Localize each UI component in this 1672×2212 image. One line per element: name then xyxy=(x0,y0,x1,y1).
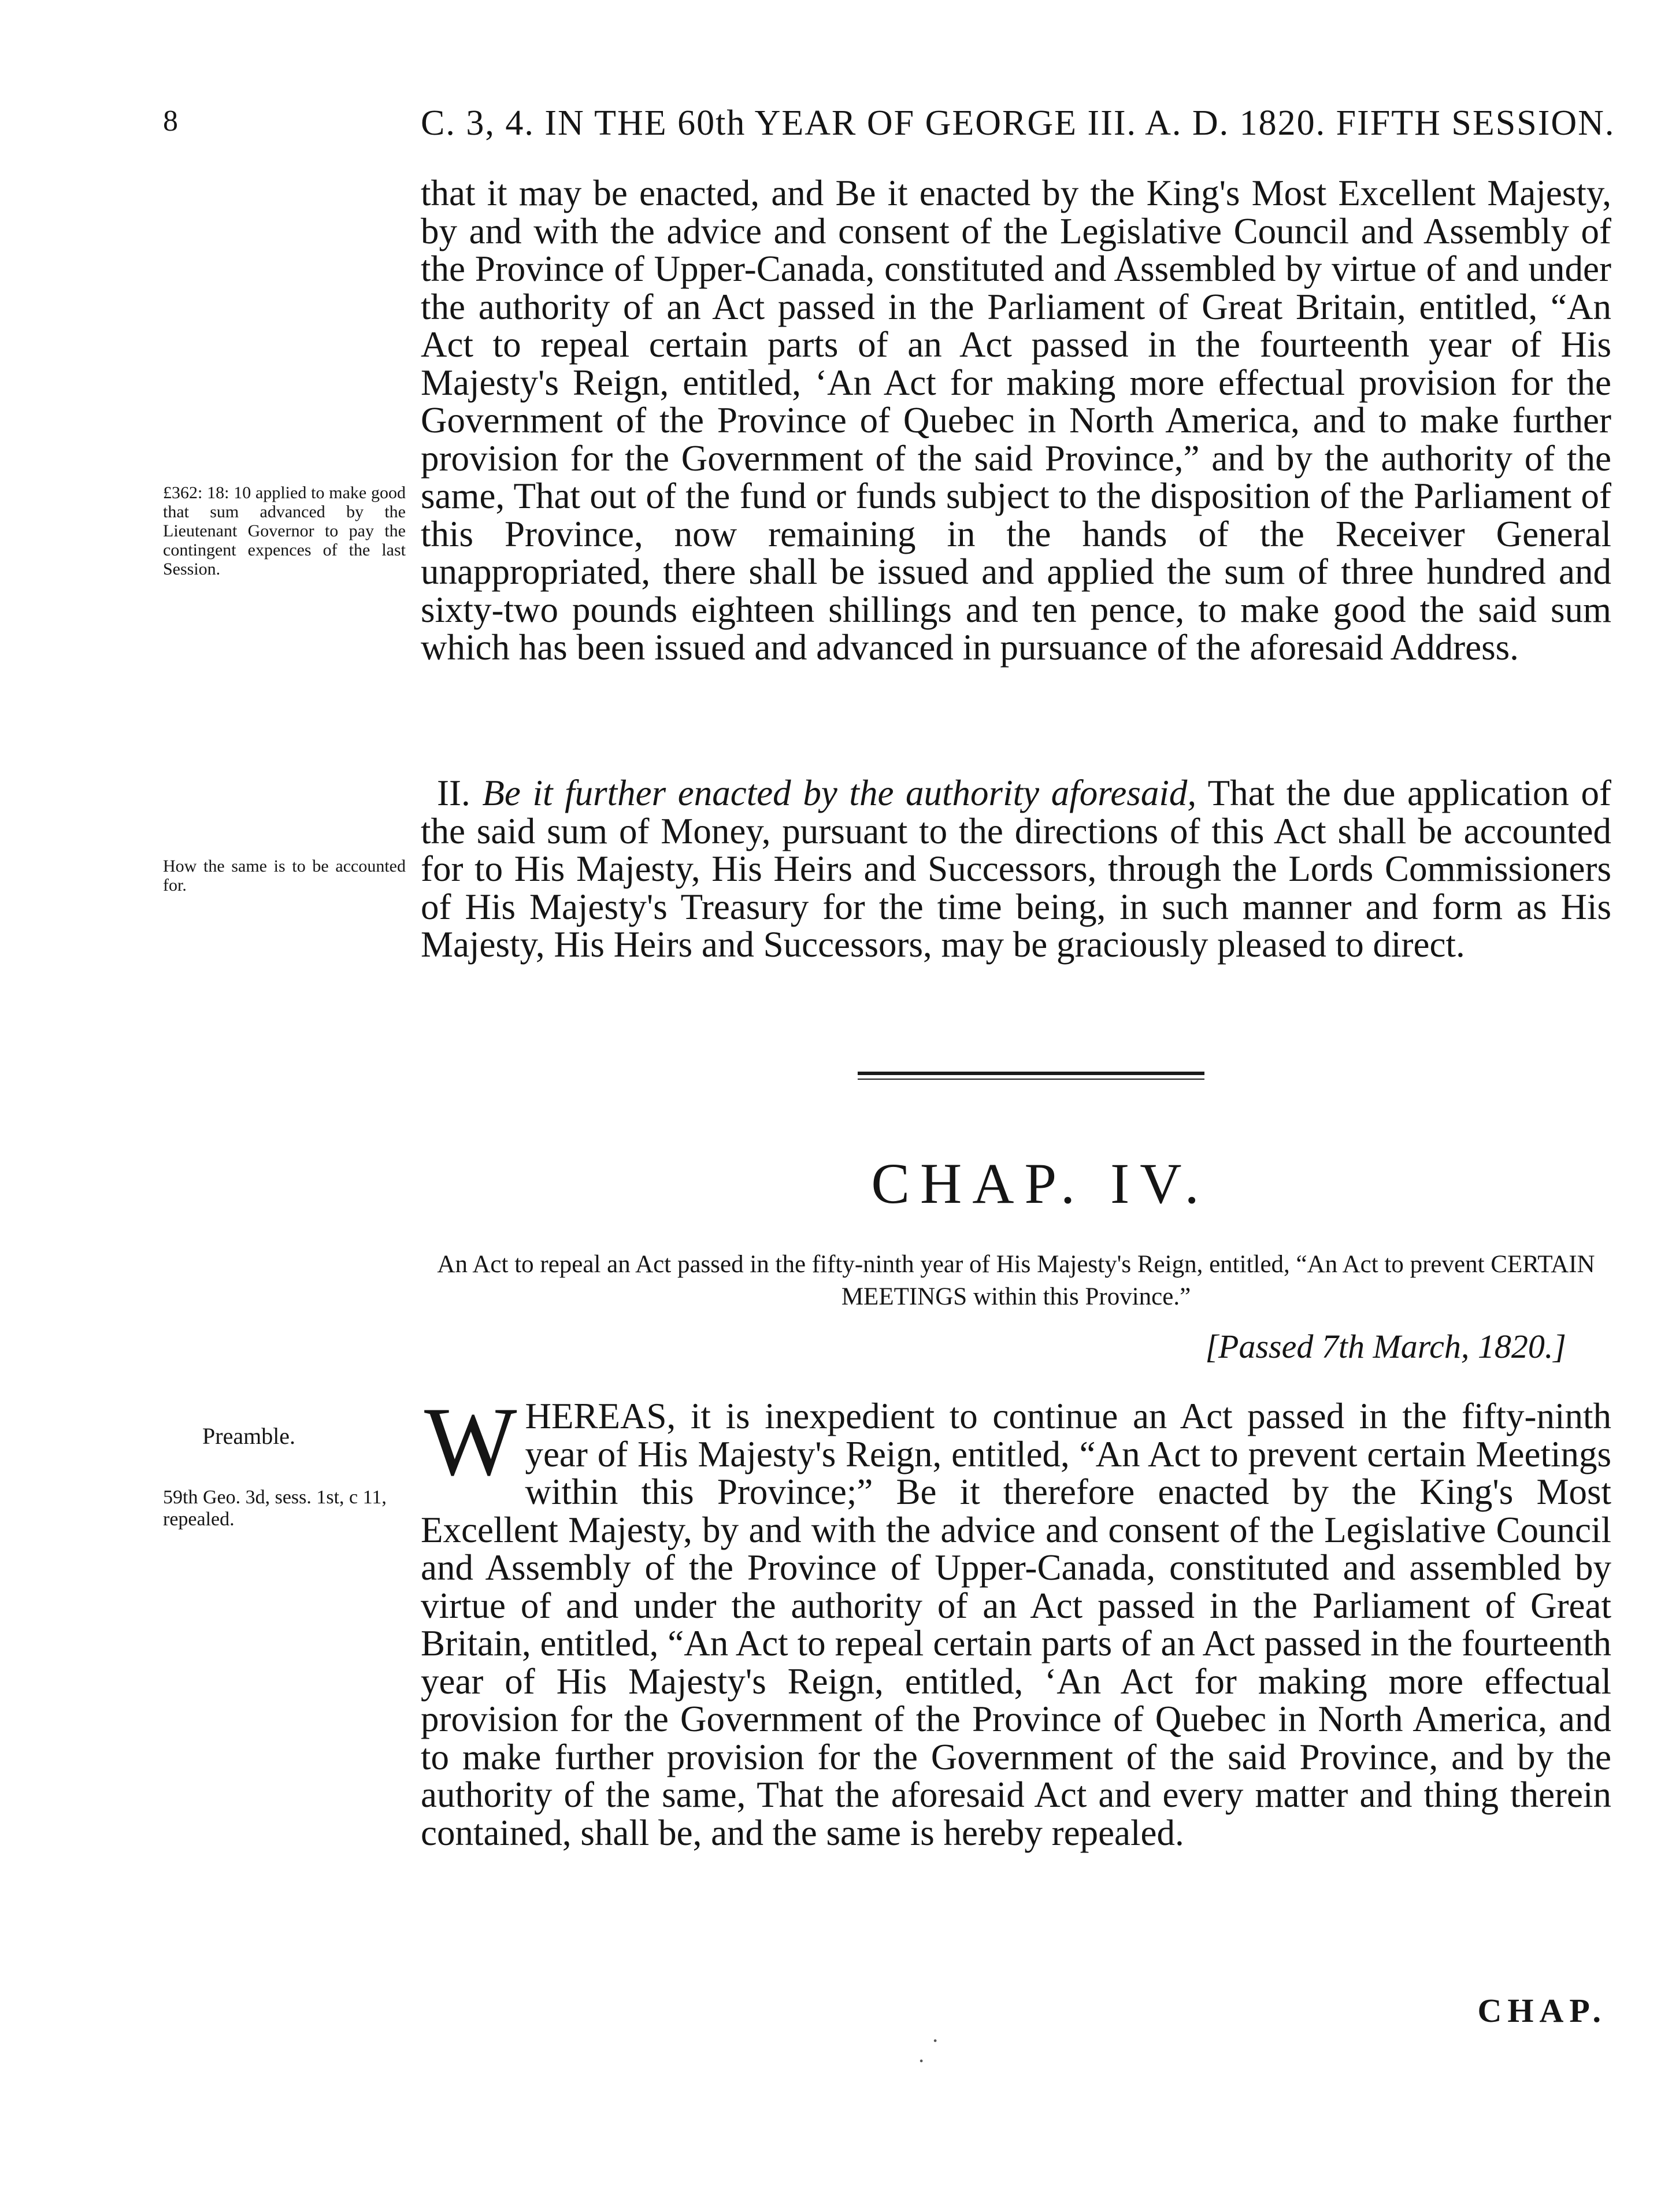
page-number: 8 xyxy=(163,105,178,138)
catchword: CHAP. xyxy=(1477,1992,1607,2029)
chapter-4-paragraph xyxy=(421,1387,1611,1853)
section-divider-thick xyxy=(858,1072,1204,1075)
chapter-heading: CHAP. IV. xyxy=(871,1151,1210,1216)
chapter-4-text: HEREAS, it is inexpedient to continue an Act passed in the fifty-ninth year of His Majesty's Reign, entitled, “An Act to prevent certain Meetings within this Province;” Be it therefore enacted by the King's Most Excellent Majesty, by and with the advice and consent of the Legislative Council and Assembly of the Province of Upper-Canada, constituted and assembled by virtue of and under the authority of an Act passed in the Parliament of Great Britain, entitled, “An Act to repeal certain parts of an Act passed in the fourteenth year of His Majesty's Reign, entitled, ‘An Act for making more effectual provision for the Government of the Province of Quebec in North America, and to make further provision for the Government of the said Province, and by the authority of the same, That the aforesaid Act and every matter and thing therein contained, shall be, and the same is hereby repealed. xyxy=(421,1396,1611,1853)
print-speck: ⋅ xyxy=(918,2050,925,2073)
marginal-note-repeal: 59th Geo. 3d, sess. 1st, c 11, repealed. xyxy=(163,1487,387,1530)
print-speck: ⋅ xyxy=(932,2029,939,2052)
marginal-note-preamble: Preamble. xyxy=(202,1423,296,1449)
drop-cap: W xyxy=(424,1387,517,1496)
act-title: An Act to repeal an Act passed in the fifty-ninth year of His Majesty's Reign, entitled, “An Act to prevent CERTAIN MEETINGS within this Province.” xyxy=(437,1251,1595,1310)
running-head: C. 3, 4. IN THE 60th YEAR OF GEORGE III. A. D. 1820. FIFTH SESSION. xyxy=(421,103,1615,143)
marginal-note-sum-applied: £362: 18: 10 applied to make good that sum advanced by the Lieutenant Governor to pay the contingent expences of the last Session. xyxy=(163,483,406,579)
section-divider-thin xyxy=(858,1079,1204,1080)
section-number: II. xyxy=(437,773,470,813)
passed-date: [Passed 7th March, 1820.] xyxy=(1205,1328,1566,1365)
section-1-paragraph: that it may be enacted, and Be it enacted by the King's Most Excellent Majesty, by and with the advice and consent of the Legislative Council and Assembly of the Province of Upper-Canada, constituted and Assembled by virtue of and under the authority of an Act passed in the Parliament of Great Britain, entitled, “An Act to repeal certain parts of an Act passed in the fourteenth year of His Majesty's Reign, entitled, ‘An Act for making more effectual provision for the Government of the Province of Quebec in North America, and to make further provision for the Government of the said Province,” and by the authority of the same, That out of the fund or funds subject to the disposition of the Parliament of this Province, now remaining in the hands of the Receiver General unappropriated, there shall be issued and applied the sum of three hundred and sixty-two pounds eighteen shillings and ten pence, to make good the said sum which has been issued and advanced in pursuance of the aforesaid Address. xyxy=(421,173,1611,668)
enacting-clause: Be it further enacted by the authority aforesaid, xyxy=(482,773,1197,813)
section-2-text: That the due application of the said sum of Money, pursuant to the directions of this Act shall be accounted for to His Majesty, His Heirs and Successors, through the Lords Commissioners of His Majesty's Treasury for the time being, in such manner and form as His Majesty, His Heirs and Successors, may be graciously pleased to direct. xyxy=(421,773,1611,965)
marginal-note-accounted-for: How the same is to be accounted for. xyxy=(163,857,406,895)
section-2-paragraph xyxy=(421,775,1611,964)
